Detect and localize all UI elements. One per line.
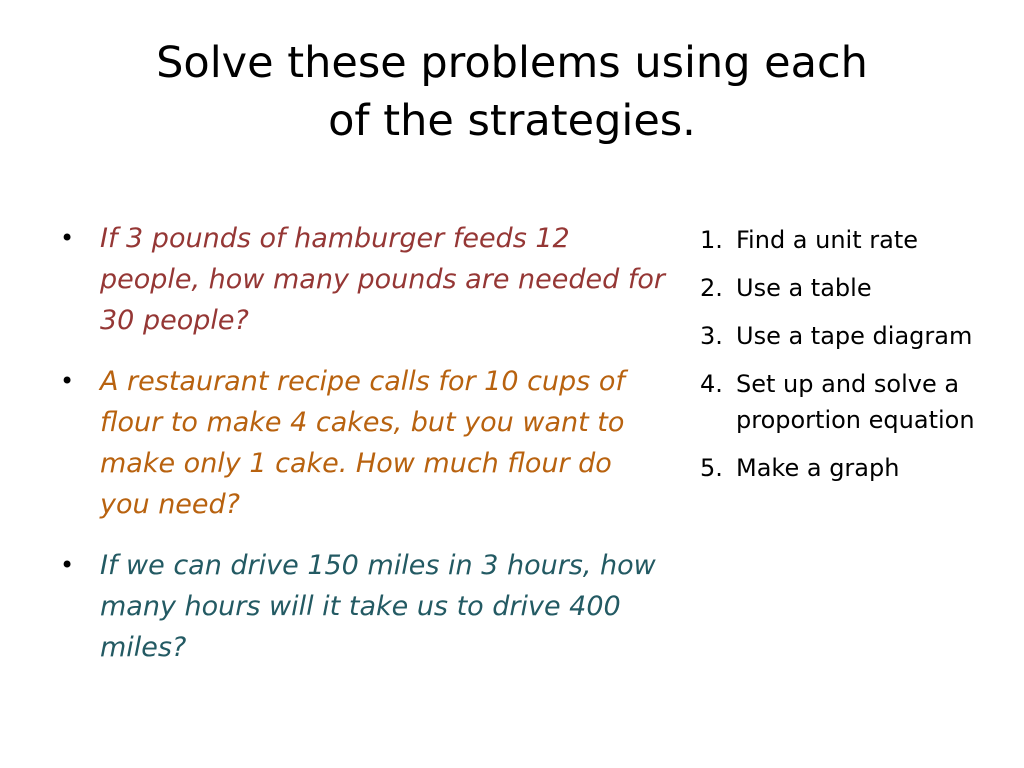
strategy-text: Use a tape diagram bbox=[736, 322, 973, 350]
title-line-1: Solve these problems using each bbox=[156, 38, 868, 88]
problem-item-miles bbox=[58, 545, 668, 668]
problem-text: If 3 pounds of hamburger feeds 12 people, how many pounds are needed for 30 people? bbox=[100, 223, 665, 336]
bullet-icon: • bbox=[60, 367, 75, 395]
problem-list bbox=[58, 218, 668, 688]
bullet-icon: • bbox=[60, 224, 75, 252]
strategy-number: 4. bbox=[700, 370, 723, 398]
strategy-list bbox=[700, 222, 1000, 498]
strategy-item-graph bbox=[700, 450, 1000, 486]
strategy-number: 1. bbox=[700, 226, 723, 254]
strategy-item-unit-rate bbox=[700, 222, 1000, 258]
problem-text: If we can drive 150 miles in 3 hours, how many hours will it take us to drive 400 miles? bbox=[100, 550, 656, 663]
strategy-text: Set up and solve a proportion equation bbox=[736, 370, 975, 434]
strategy-number: 5. bbox=[700, 454, 723, 482]
problem-text: A restaurant recipe calls for 10 cups of flour to make 4 cakes, but you want to make only 1 cake. How much flour do you need? bbox=[100, 366, 625, 520]
problem-item-flour bbox=[58, 361, 668, 525]
strategy-text: Find a unit rate bbox=[736, 226, 919, 254]
strategy-item-proportion bbox=[700, 366, 1000, 438]
strategy-number: 2. bbox=[700, 274, 723, 302]
problem-item-hamburger bbox=[58, 218, 668, 341]
strategy-number: 3. bbox=[700, 322, 723, 350]
strategy-text: Use a table bbox=[736, 274, 872, 302]
strategy-item-tape-diagram bbox=[700, 318, 1000, 354]
slide-title bbox=[60, 34, 964, 150]
strategy-text: Make a graph bbox=[736, 454, 900, 482]
title-line-2: of the strategies. bbox=[328, 96, 696, 146]
strategy-item-table bbox=[700, 270, 1000, 306]
bullet-icon: • bbox=[60, 551, 75, 579]
